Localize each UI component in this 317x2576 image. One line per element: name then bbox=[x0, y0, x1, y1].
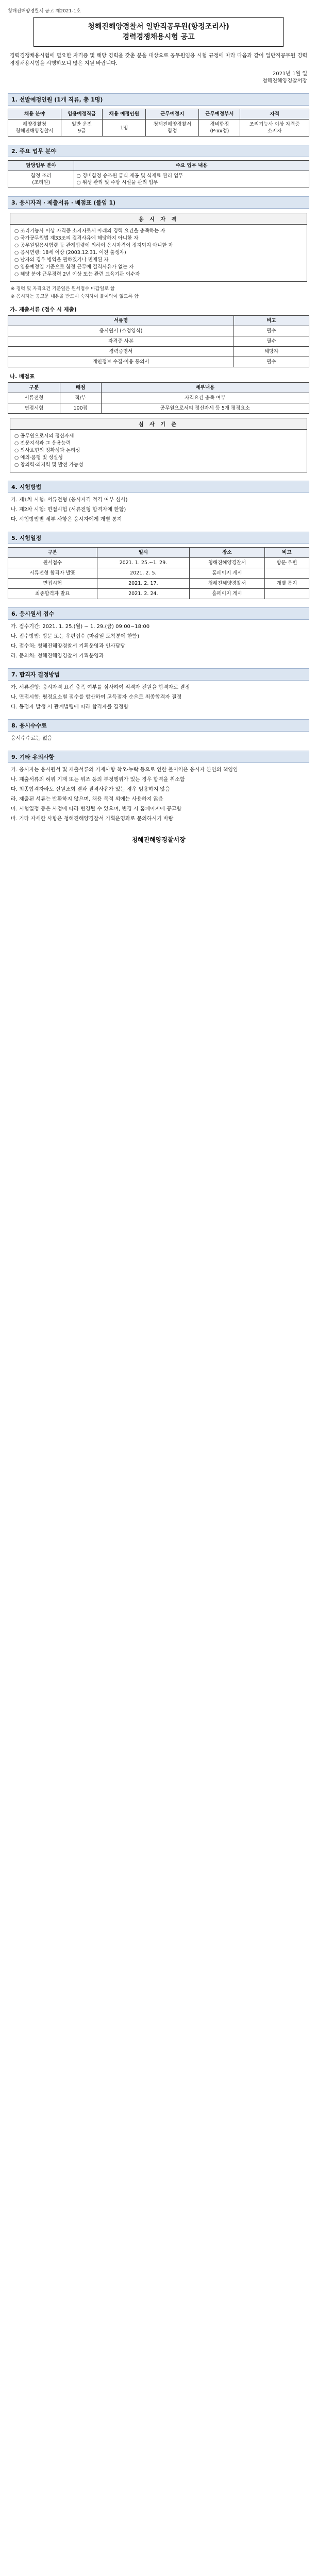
table-cell bbox=[264, 568, 309, 579]
subheading-documents: 가. 제출서류 (접수 시 제출) bbox=[10, 307, 77, 313]
criteria-box bbox=[10, 418, 307, 472]
table-cell: 경비함정 (P-xx정) bbox=[199, 120, 240, 137]
recruitment-table bbox=[8, 109, 309, 137]
table-cell: 서류전형 bbox=[8, 393, 60, 403]
table-row bbox=[8, 558, 309, 568]
list-item: ○ 조리기능사 이상 자격증 소지자로서 아래의 경력 요건을 충족하는 자 bbox=[14, 228, 165, 234]
notice-title-line2: 경력경쟁채용시험 공고 bbox=[122, 33, 195, 41]
note: ※ 응시자는 공고문 내용을 반드시 숙지하여 불이익이 없도록 함 bbox=[11, 294, 139, 299]
table-row bbox=[8, 171, 309, 188]
footer-org: 청해진해양경찰서장 bbox=[131, 836, 186, 843]
table-header: 주요 업무 내용 bbox=[74, 161, 309, 171]
criteria-box-title: 심 사 기 준 bbox=[10, 418, 307, 430]
section-6-heading: 6. 응시원서 접수 bbox=[8, 607, 309, 620]
table-header: 담당업무 분야 bbox=[8, 161, 74, 171]
table-cell: 개인정보 수집·이용 동의서 bbox=[8, 357, 234, 367]
table-cell: 홈페이지 게시 bbox=[190, 568, 265, 579]
table-cell: 해당자 bbox=[234, 347, 309, 357]
table-header: 채용 분야 bbox=[8, 109, 61, 120]
table-header: 일시 bbox=[97, 548, 190, 558]
notice-document bbox=[8, 0, 309, 844]
list-item: ○ 의사표현의 정확성과 논리성 bbox=[14, 448, 80, 453]
table-header: 세부내용 bbox=[101, 383, 309, 393]
table-cell: 1명 bbox=[103, 120, 146, 137]
list-item: 다. 접수처: 청해진해양경찰서 기획운영과 인사담당 bbox=[11, 643, 126, 649]
table-cell: 함정 조리 (조리원) bbox=[8, 171, 74, 188]
table-row bbox=[8, 326, 309, 336]
list-item: ○ 국가공무원법 제33조의 결격사유에 해당하지 아니한 자 bbox=[14, 235, 139, 241]
table-cell: 2021. 2. 17. bbox=[97, 579, 190, 589]
scoring-table bbox=[8, 382, 309, 414]
table-header: 근무예정부서 bbox=[199, 109, 240, 120]
table-cell: 2021. 1. 25.~1. 29. bbox=[97, 558, 190, 568]
table-cell: 100점 bbox=[60, 403, 101, 414]
table-cell: 2021. 2. 5. bbox=[97, 568, 190, 579]
table-row bbox=[8, 589, 309, 599]
table-header: 비고 bbox=[264, 548, 309, 558]
notice-title-box bbox=[34, 17, 283, 47]
signature-org: 청해진해양경찰서장 bbox=[262, 78, 307, 84]
notice-number: 청해진해양경찰서 공고 제2021-1호 bbox=[8, 9, 81, 14]
intro-paragraph: 경력경쟁채용시험에 필요한 자격증 및 해당 경력을 갖춘 분을 대상으로 공무원임용 시험 규정에 따라 다음과 같이 일반직공무원 경력경쟁채용시험을 시행하오니 많은 지원 바랍니다. bbox=[10, 53, 307, 66]
table-cell: ○ 경비함정 승조원 급식 제공 및 식재료 관리 업무 ○ 위생 관리 및 주방 시설물 관리 업무 bbox=[74, 171, 309, 188]
section-3-heading: 3. 응시자격 ‧ 제출서류 ‧ 배점표 (붙임 1) bbox=[8, 196, 309, 209]
table-cell: 필수 bbox=[234, 326, 309, 336]
table-cell: 개별 통지 bbox=[264, 579, 309, 589]
list-item: ○ 공무원임용시험령 등 관계법령에 의하여 응시자격이 정지되지 아니한 자 bbox=[14, 243, 173, 248]
list-item: 나. 접수방법: 방문 또는 우편접수 (마감일 도착분에 한함) bbox=[11, 634, 140, 639]
section-8-heading: 8. 응시수수료 bbox=[8, 719, 309, 732]
schedule-table bbox=[8, 547, 309, 599]
list-item: ○ 응시연령: 18세 이상 (2003.12.31. 이전 출생자) bbox=[14, 250, 126, 256]
section-7-heading: 7. 합격자 결정방법 bbox=[8, 668, 309, 681]
list-item: 라. 제출된 서류는 반환하지 않으며, 채용 목적 외에는 사용하지 않음 bbox=[11, 796, 163, 802]
table-cell: 적/부 bbox=[60, 393, 101, 403]
list-item: 다. 시험방법별 세부 사항은 응시자에게 개별 통지 bbox=[11, 517, 122, 522]
table-row bbox=[8, 347, 309, 357]
table-header: 배점 bbox=[60, 383, 101, 393]
list-item: ○ 남자의 경우 병역을 필하였거나 면제된 자 bbox=[14, 257, 109, 263]
section-9-heading: 9. 기타 유의사항 bbox=[8, 751, 309, 763]
table-header: 장소 bbox=[190, 548, 265, 558]
table-header: 자격 bbox=[240, 109, 309, 120]
table-row bbox=[8, 403, 309, 414]
list-item: ○ 해당 분야 근무경력 2년 이상 또는 관련 교육기관 이수자 bbox=[14, 272, 140, 277]
table-header: 구분 bbox=[8, 383, 60, 393]
list-item: 다. 동점자 발생 시 관계법령에 따라 합격자를 결정함 bbox=[11, 704, 129, 710]
table-cell: 청해진해양경찰서 bbox=[190, 558, 265, 568]
eligibility-box bbox=[10, 213, 307, 282]
section-4-heading: 4. 시험방법 bbox=[8, 481, 309, 493]
table-cell: 해양경찰청 청해진해양경찰서 bbox=[8, 120, 61, 137]
list-item: 다. 최종합격자라도 신원조회 결과 결격사유가 있는 경우 임용하지 않음 bbox=[11, 787, 170, 792]
section-5-heading: 5. 시험일정 bbox=[8, 532, 309, 544]
table-row bbox=[8, 568, 309, 579]
list-item: ○ 전문지식과 그 응용능력 bbox=[14, 440, 71, 446]
table-cell: 면접시험 bbox=[8, 403, 60, 414]
eligibility-box-body bbox=[10, 225, 307, 281]
table-cell: 방문·우편 bbox=[264, 558, 309, 568]
table-cell: 경력증명서 bbox=[8, 347, 234, 357]
table-cell: 일반 운전 9급 bbox=[61, 120, 103, 137]
table-cell: 홈페이지 게시 bbox=[190, 589, 265, 599]
table-row bbox=[8, 357, 309, 367]
list-item: 마. 시험일정 등은 사정에 따라 변경될 수 있으며, 변경 시 홈페이지에 공고함 bbox=[11, 806, 182, 812]
table-cell: 2021. 2. 24. bbox=[97, 589, 190, 599]
list-item: 가. 제1차 시험: 서류전형 (응시자격 적격 여부 심사) bbox=[11, 497, 128, 503]
eligibility-box-title: 응 시 자 격 bbox=[10, 213, 307, 225]
table-cell: 면접시험 bbox=[8, 579, 97, 589]
table-cell: 필수 bbox=[234, 357, 309, 367]
table-header: 근무예정지 bbox=[146, 109, 199, 120]
list-item: ○ 예의·품행 및 성실성 bbox=[14, 455, 63, 461]
table-row bbox=[8, 120, 309, 137]
signature-date: 2021년 1월 일 bbox=[272, 71, 307, 77]
documents-table bbox=[8, 315, 309, 367]
table-cell: 최종합격자 발표 bbox=[8, 589, 97, 599]
table-header: 채용 예정인원 bbox=[103, 109, 146, 120]
list-item: 가. 접수기간: 2021. 1. 25.(월) ~ 1. 29.(금) 09:00~18:00 bbox=[11, 624, 150, 630]
table-header: 임용예정직급 bbox=[61, 109, 103, 120]
table-header: 비고 bbox=[234, 316, 309, 326]
fee-text: 응시수수료는 없음 bbox=[11, 736, 53, 741]
table-cell: 서류전형 합격자 발표 bbox=[8, 568, 97, 579]
list-item: 가. 서류전형: 응시자격 요건 충족 여부를 심사하여 적격자 전원을 합격자로 결정 bbox=[11, 685, 190, 690]
table-header: 구분 bbox=[8, 548, 97, 558]
table-row bbox=[8, 579, 309, 589]
list-item: 라. 문의처: 청해진해양경찰서 기획운영과 bbox=[11, 653, 104, 659]
section-1-heading: 1. 선발예정인원 (1개 직류, 총 1명) bbox=[8, 93, 309, 106]
signature-block bbox=[8, 71, 307, 85]
list-item: 나. 제2차 시험: 면접시험 (서류전형 합격자에 한함) bbox=[11, 507, 126, 513]
criteria-box-body bbox=[10, 430, 307, 472]
table-cell bbox=[264, 589, 309, 599]
table-cell: 원서접수 bbox=[8, 558, 97, 568]
table-cell: 자격증 사본 bbox=[8, 336, 234, 347]
list-item: 나. 면접시험: 평정요소별 점수를 합산하여 고득점자 순으로 최종합격자 결정 bbox=[11, 694, 182, 700]
section-2-heading: 2. 주요 업무 분야 bbox=[8, 145, 309, 157]
list-item: ○ 공무원으로서의 정신자세 bbox=[14, 433, 74, 439]
list-item: 가. 응시자는 응시원서 및 제출서류의 기재사항 착오·누락 등으로 인한 불이익은 응시자 본인의 책임임 bbox=[11, 767, 238, 773]
duty-table bbox=[8, 160, 309, 188]
table-row bbox=[8, 336, 309, 347]
list-item: ○ 임용예정일 기준으로 함정 근무에 결격사유가 없는 자 bbox=[14, 264, 134, 270]
table-cell: 필수 bbox=[234, 336, 309, 347]
notice-title-line1: 청해진해양경찰서 일반직공무원(항정조리사) bbox=[88, 23, 229, 31]
table-row bbox=[8, 393, 309, 403]
table-cell: 응시원서 (소정양식) bbox=[8, 326, 234, 336]
table-header: 서류명 bbox=[8, 316, 234, 326]
list-item: ○ 창의력·의지력 및 발전 가능성 bbox=[14, 462, 84, 468]
note: ※ 경력 및 자격요건 기준일은 원서접수 마감일로 함 bbox=[11, 286, 115, 292]
table-cell: 청해진해양경찰서 bbox=[190, 579, 265, 589]
table-cell: 공무원으로서의 정신자세 등 5개 평정요소 bbox=[101, 403, 309, 414]
table-cell: 청해진해양경찰서 함정 bbox=[146, 120, 199, 137]
list-item: 나. 제출서류의 허위 기재 또는 위조 등의 부정행위가 있는 경우 합격을 취소함 bbox=[11, 777, 185, 783]
list-item: 바. 기타 자세한 사항은 청해진해양경찰서 기획운영과로 문의하시기 바람 bbox=[11, 816, 174, 822]
table-cell: 자격요건 충족 여부 bbox=[101, 393, 309, 403]
table-cell: 조리기능사 이상 자격증 소지자 bbox=[240, 120, 309, 137]
subheading-scoring: 나. 배점표 bbox=[10, 374, 35, 380]
